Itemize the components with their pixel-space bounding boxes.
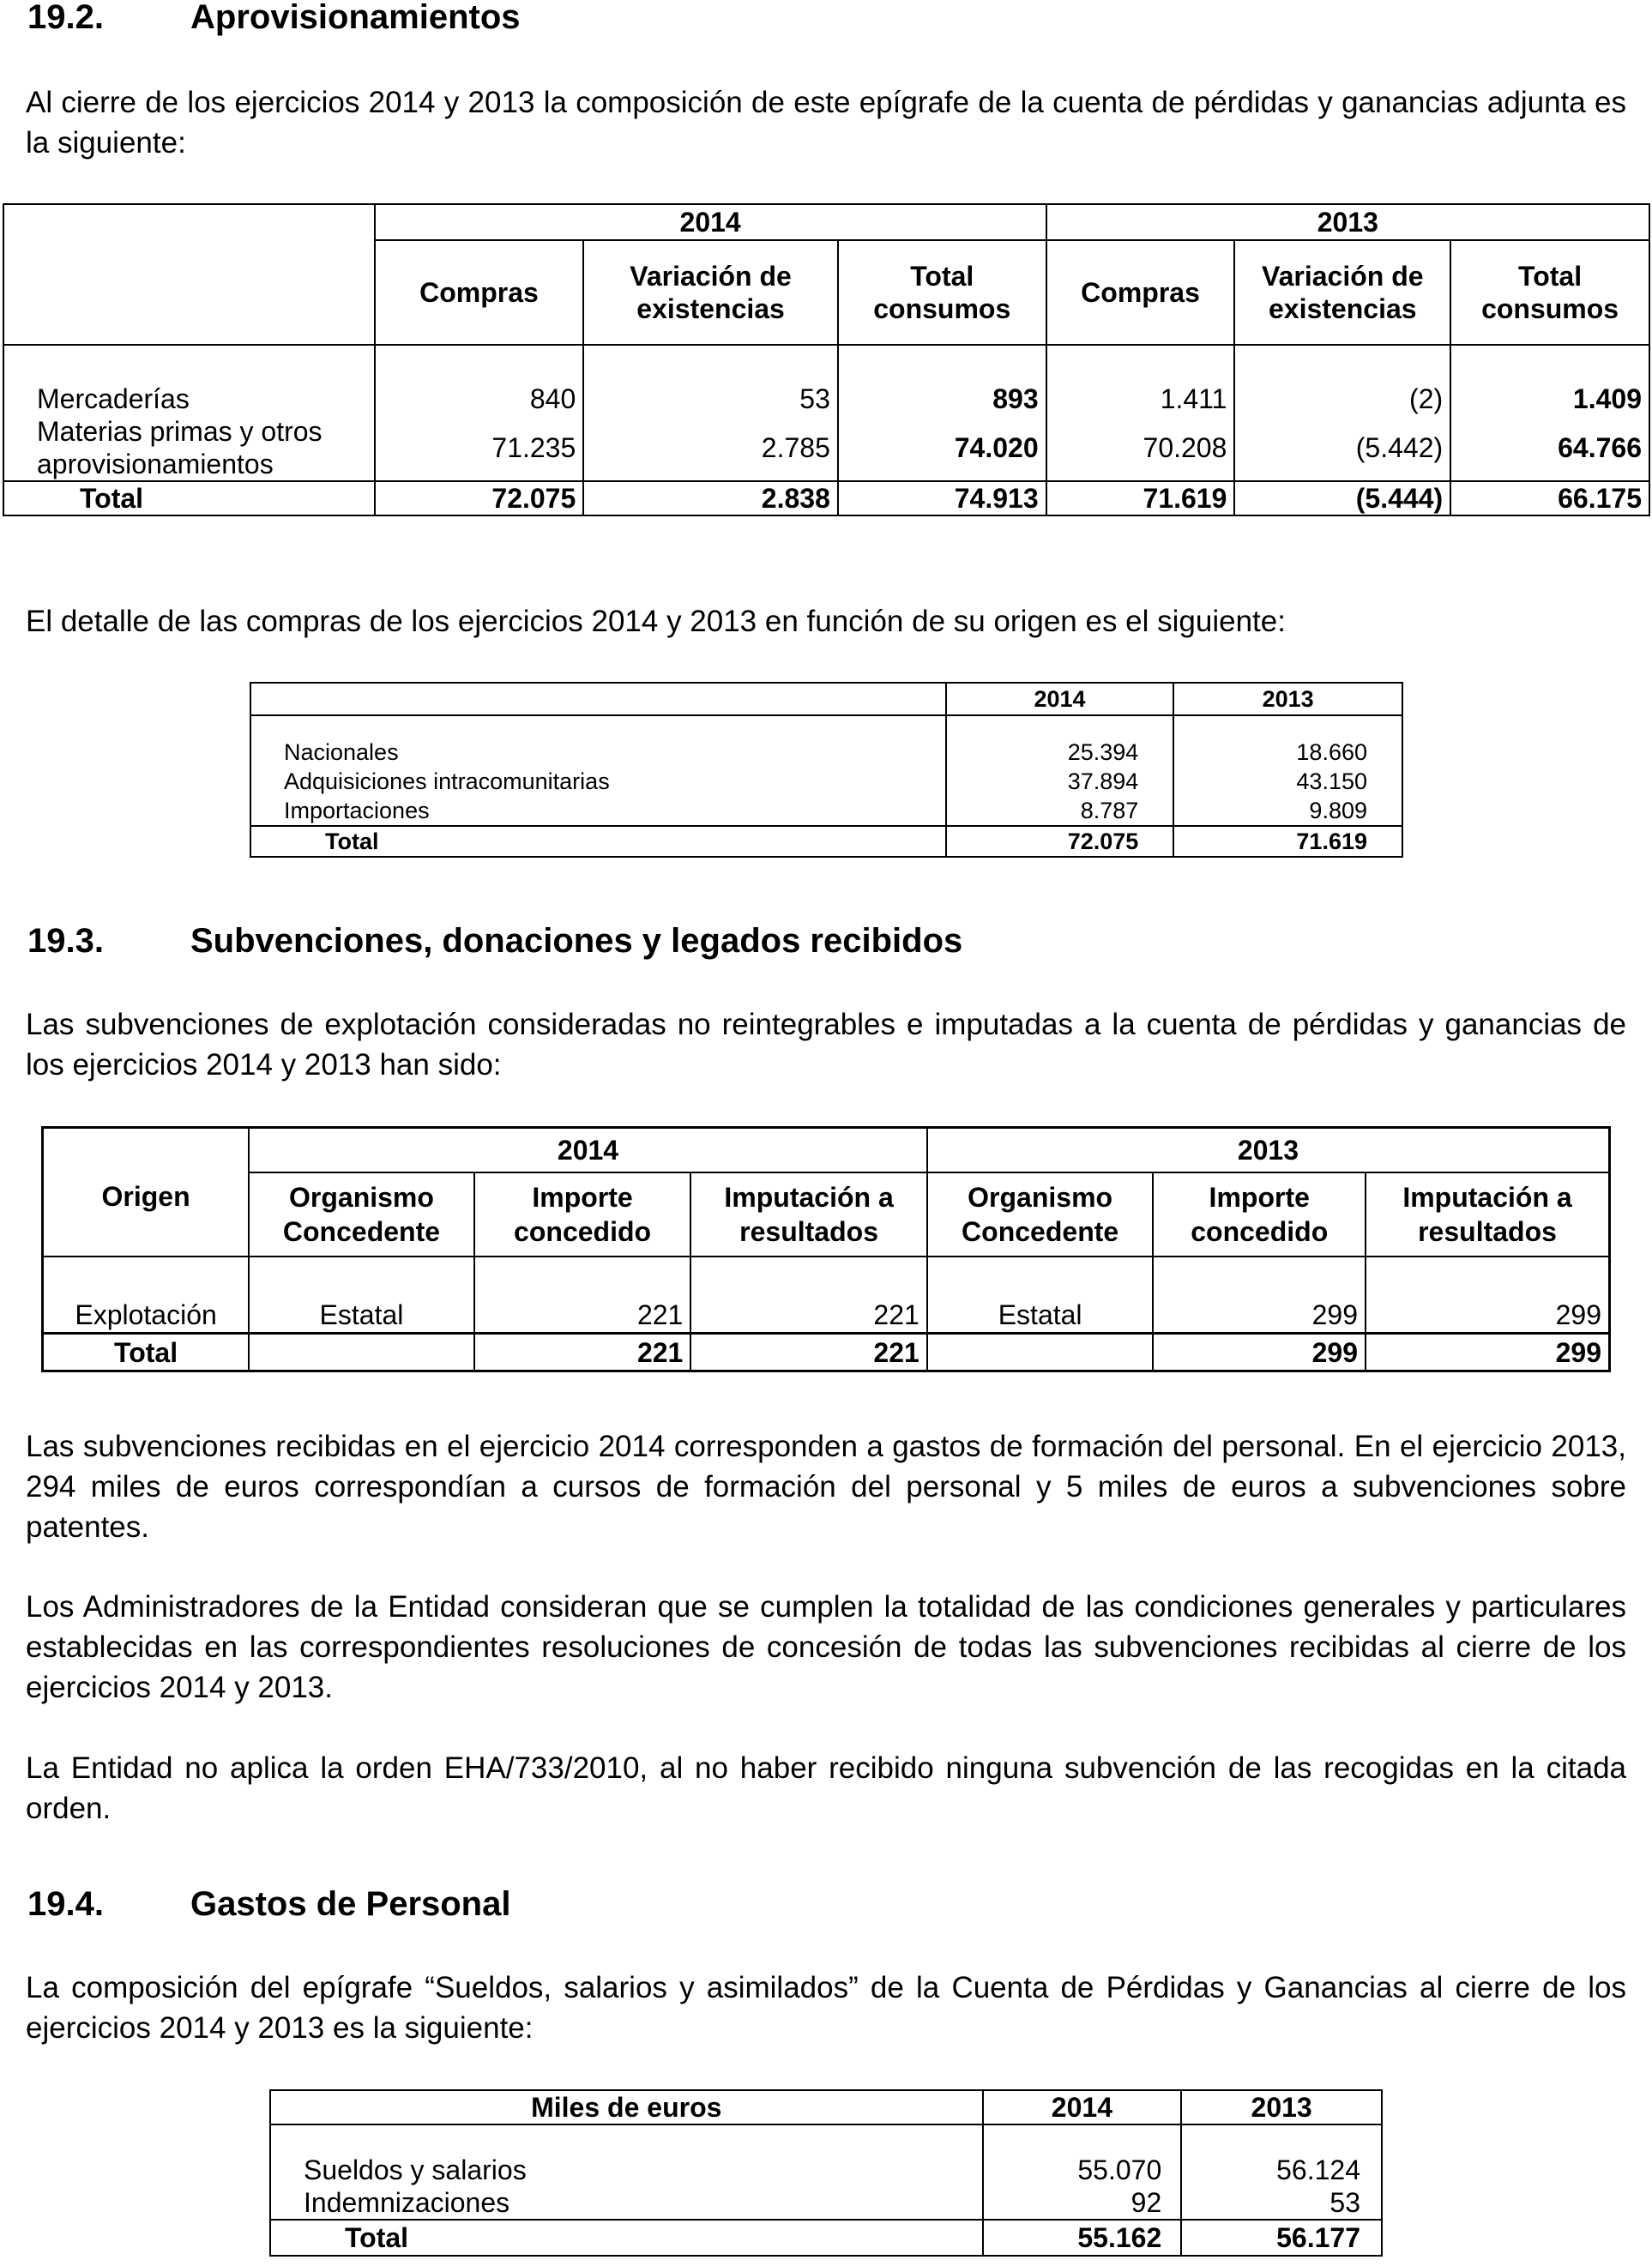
section-number: 19.2. — [27, 0, 104, 36]
cell-value: (5.444) — [1234, 481, 1450, 515]
table-total-row — [43, 1334, 1610, 1371]
cell-value: 53 — [1329, 2187, 1360, 2218]
cell-value: 92 — [983, 2186, 1182, 2220]
row-label: Nacionales — [250, 715, 946, 767]
row-label: Indemnizaciones — [270, 2186, 983, 2220]
section-heading-19-4 — [27, 1885, 510, 1923]
cell-value: 55.070 — [983, 2124, 1182, 2186]
cell-value: 37.894 — [946, 767, 1174, 796]
header-variacion-2013: Variación de existencias — [1234, 240, 1450, 345]
cell-value: (5.442) — [1234, 415, 1450, 481]
table-total-row — [250, 826, 1402, 857]
table-header-row — [43, 1128, 1610, 1172]
header-origen: Origen — [43, 1128, 250, 1257]
cell-value: 53 — [583, 345, 838, 415]
header-year-2013: 2013 — [1181, 2090, 1382, 2124]
table-row — [270, 2186, 1382, 2220]
cell-value: 43.150 — [1296, 768, 1367, 794]
paragraph-orden-eha: La Entidad no aplica la orden EHA/733/2010, al no haber recibido ninguna subvención de las recogidas en la citada orden. — [26, 1751, 1626, 1825]
table-row — [250, 715, 1402, 767]
cell-value: 66.175 — [1450, 481, 1649, 515]
cell-value: 221 — [474, 1334, 691, 1371]
cell-value: 74.913 — [838, 481, 1046, 515]
cell-value: (2) — [1234, 345, 1450, 415]
section-number: 19.3. — [27, 922, 104, 960]
table-header-row — [43, 1172, 1610, 1257]
gastos-personal-table — [269, 2089, 1383, 2257]
cell-value: 72.075 — [946, 826, 1174, 857]
cell-value: 18.660 — [1296, 739, 1367, 765]
header-empty-cell — [250, 683, 946, 715]
table-header-row — [250, 683, 1402, 715]
header-miles-euros: Miles de euros — [270, 2090, 983, 2124]
header-year-2014: 2014 — [946, 683, 1174, 715]
cell-value: 221 — [690, 1334, 926, 1371]
header-importe-2013: Importe concedido — [1153, 1172, 1366, 1257]
empty-cell — [927, 1334, 1154, 1371]
cell-value: 840 — [375, 345, 584, 415]
header-total-2014: Total consumos — [838, 240, 1046, 345]
cell-value: 74.020 — [838, 415, 1046, 481]
header-year-2014: 2014 — [983, 2090, 1182, 2124]
cell-value: 221 — [690, 1257, 926, 1334]
header-year-2013: 2013 — [1046, 204, 1649, 240]
cell-value: 9.809 — [1309, 798, 1367, 823]
table-row — [3, 415, 1649, 481]
total-label: Total — [250, 826, 946, 857]
cell-organismo: Estatal — [249, 1257, 474, 1334]
total-label: Total — [270, 2220, 983, 2256]
section-title: Aprovisionamientos — [190, 0, 521, 36]
paragraph-subvenciones-intro: Las subvenciones de explotación consideradas no reintegrables e imputadas a la cuenta de pérdidas y ganancias de los ejercicios 2014 y 2013 han sido: — [26, 1008, 1626, 1082]
cell-value: 64.766 — [1558, 432, 1642, 463]
cell-value: 299 — [1153, 1334, 1366, 1371]
header-organismo-2013: Organismo Concedente — [927, 1172, 1154, 1257]
header-year-2013: 2013 — [927, 1128, 1610, 1172]
cell-value: 299 — [1153, 1257, 1366, 1334]
cell-value: 1.409 — [1572, 383, 1642, 414]
section-number: 19.4. — [27, 1885, 104, 1923]
table-row — [250, 796, 1402, 826]
paragraph-intro-aprovisionamientos: Al cierre de los ejercicios 2014 y 2013 la composición de este epígrafe de la cuenta de pérdidas y ganancias adjunta es la siguiente: — [26, 86, 1626, 160]
section-title: Subvenciones, donaciones y legados recibidos — [190, 922, 963, 960]
paragraph-administradores: Los Administradores de la Entidad consideran que se cumplen la totalidad de las condiciones generales y particulares establecidas en las correspondientes resoluciones de concesión de todas las subvenciones recibidas al cierre de los ejercicios 2014 y 2013. — [26, 1590, 1626, 1704]
cell-value: 8.787 — [946, 796, 1174, 826]
table-row — [250, 767, 1402, 796]
table-header-row — [3, 204, 1649, 240]
compras-origen-table — [250, 682, 1403, 858]
cell-value: 299 — [1366, 1334, 1609, 1371]
header-empty-cell — [3, 204, 375, 345]
header-organismo-2014: Organismo Concedente — [249, 1172, 474, 1257]
header-year-2014: 2014 — [249, 1128, 927, 1172]
table-row — [3, 345, 1649, 415]
header-variacion-2014: Variación de existencias — [583, 240, 838, 345]
row-label: Mercaderías — [3, 345, 375, 415]
total-label: Total — [3, 481, 375, 515]
section-heading-19-2 — [27, 0, 521, 36]
cell-value: 2.838 — [583, 481, 838, 515]
table-total-row — [270, 2220, 1382, 2256]
empty-cell — [249, 1334, 474, 1371]
cell-value: 55.162 — [983, 2220, 1182, 2256]
paragraph-detalle-compras: El detalle de las compras de los ejercicios 2014 y 2013 en función de su origen es el siguiente: — [26, 605, 1286, 638]
cell-value: 72.075 — [375, 481, 584, 515]
section-title: Gastos de Personal — [190, 1885, 511, 1923]
header-total-2013: Total consumos — [1450, 240, 1649, 345]
header-imputacion-2014: Imputación a resultados — [690, 1172, 926, 1257]
header-importe-2014: Importe concedido — [474, 1172, 691, 1257]
cell-value: 56.177 — [1181, 2220, 1382, 2256]
cell-value: 299 — [1555, 1299, 1601, 1330]
header-year-2013: 2013 — [1173, 683, 1402, 715]
section-heading-19-3 — [27, 922, 962, 960]
cell-organismo: Estatal — [927, 1257, 1154, 1334]
cell-value: 1.411 — [1046, 345, 1235, 415]
row-label: Sueldos y salarios — [270, 2124, 983, 2186]
paragraph-subvenciones-2014: Las subvenciones recibidas en el ejercicio 2014 corresponden a gastos de formación del personal. En el ejercicio 2013, 294 miles de euros correspondían a cursos de formación del personal y 5 miles de euros a subvenciones sobre patentes. — [26, 1430, 1626, 1544]
cell-value: 2.785 — [583, 415, 838, 481]
row-label: Importaciones — [250, 796, 946, 826]
cell-value: 893 — [838, 345, 1046, 415]
header-year-2014: 2014 — [375, 204, 1046, 240]
total-label: Total — [43, 1334, 250, 1371]
cell-origen: Explotación — [43, 1257, 250, 1334]
row-label: Materias primas y otros aprovisionamientos — [3, 415, 375, 481]
header-compras-2013: Compras — [1046, 240, 1235, 345]
table-header-row — [270, 2090, 1382, 2124]
paragraph-sueldos-intro: La composición del epígrafe “Sueldos, salarios y asimilados” de la Cuenta de Pérdidas y Ganancias al cierre de los ejercicios 2014 y 2013 es la siguiente: — [26, 1971, 1626, 2045]
cell-value: 71.619 — [1046, 481, 1235, 515]
table-total-row — [3, 481, 1649, 515]
cell-value: 71.235 — [375, 415, 584, 481]
cell-value: 70.208 — [1046, 415, 1235, 481]
cell-value: 71.619 — [1173, 826, 1402, 857]
subvenciones-table — [41, 1126, 1611, 1372]
aprovisionamientos-table — [3, 203, 1650, 516]
cell-value: 25.394 — [946, 715, 1174, 767]
cell-value: 56.124 — [1276, 2155, 1360, 2185]
header-imputacion-2013: Imputación a resultados — [1366, 1172, 1609, 1257]
cell-value: 221 — [474, 1257, 691, 1334]
header-compras-2014: Compras — [375, 240, 584, 345]
row-label: Adquisiciones intracomunitarias — [250, 767, 946, 796]
table-row — [43, 1257, 1610, 1334]
table-row — [270, 2124, 1382, 2186]
